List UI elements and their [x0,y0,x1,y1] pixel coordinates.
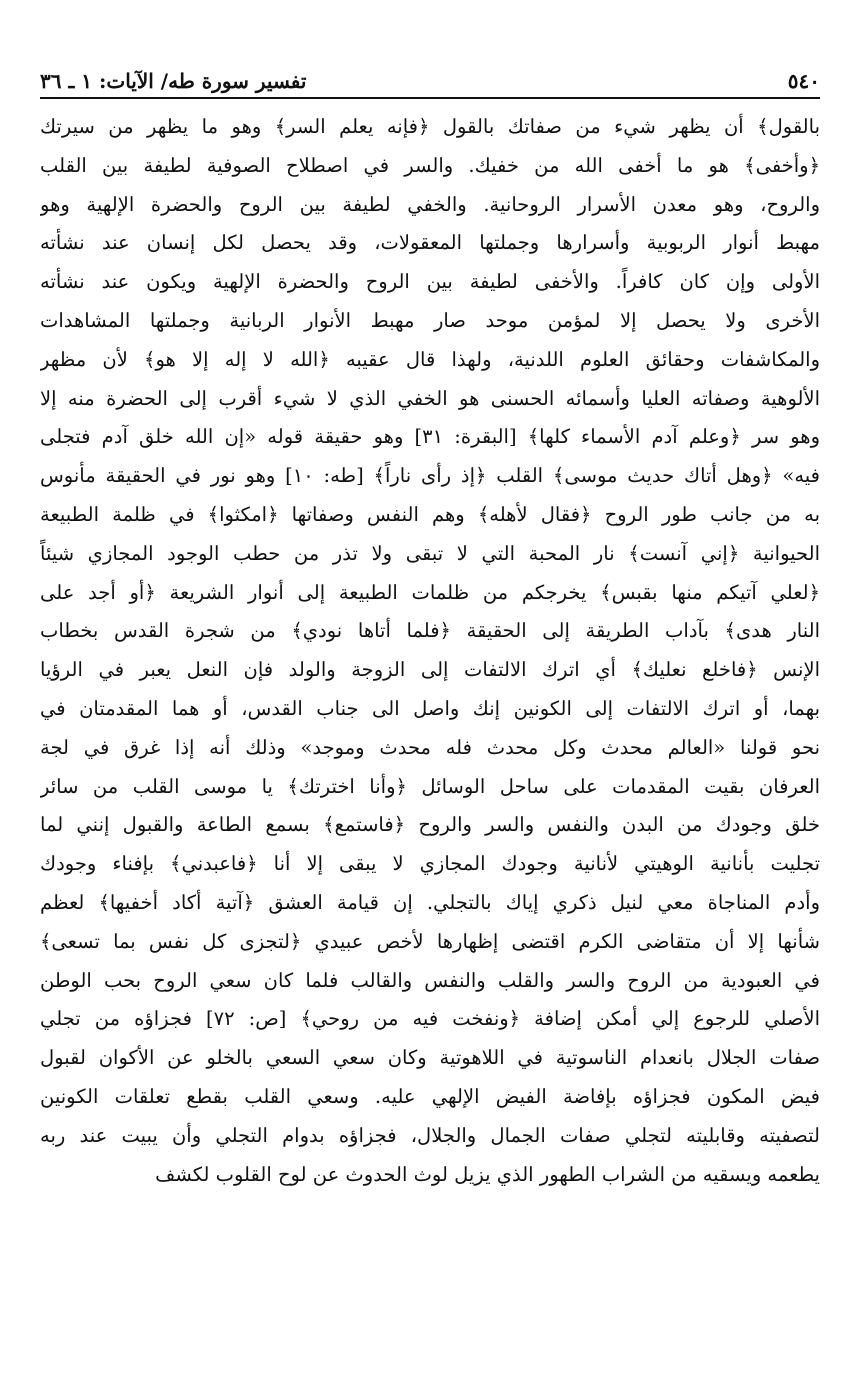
text-line: صفات الجلال بانعدام الناسوتية في اللاهوتية وكان سعي السعي بالخلو عن الأكوان لقبول [40,1046,820,1070]
text-line: يطعمه ويسقيه من الشراب الطهور الذي يزيل لوث الحدوث عن لوح القلوب لكشف [155,1162,820,1186]
text-line: شأنها إلا أن متقاضى الكرم اقتضى إظهارها لأخص عبيدي ﴿لتجزى كل نفس بما تسعى﴾ [40,929,820,953]
running-title: تفسير سورة طه/ الآيات: ١ ـ ٣٦ [40,69,307,93]
text-line: والمكاشفات وحقائق العلوم اللدنية، ولهذا قال عقيبه ﴿الله لا إله إلا هو﴾ لأن مظهر [40,347,820,371]
text-line: مهبط أنوار الربوبية وأسرارها وجملتها المعقولات، وقد يحصل لكل إنسان عند نشأته [40,231,820,255]
text-line: خلق وجودك من البدن والنفس والسر والروح ﴿فاستمع﴾ بسمع الطاعة والقبول إنني لما [40,813,820,837]
text-line: وأدم المناجاة معي لنيل ذكري إياك بالتجلي. إن قيامة العشق ﴿آتية أكاد أخفيها﴾ لعظم [40,890,820,914]
text-line: نحو قولنا «العالم محدث وكل محدث فله محدث وموجد» وذلك أنه إذا غرق في لجة [40,735,820,759]
commentary-body [40,108,820,1194]
text-line: ﴿لعلي آتيكم منها بقبس﴾ يخرجكم من ظلمات الطبيعة إلى أنوار الشريعة ﴿أو أجد على [40,580,820,604]
text-line: الألوهية وصفاته العليا وأسمائه الحسنى هو الخفي الذي لا شيء أقرب إلى الحضرة منه إلا [40,386,820,410]
text-line: بالقول﴾ أن يظهر شيء من صفاتك بالقول ﴿فإنه يعلم السر﴾ وهو ما يظهر من سيرتك [40,115,820,138]
text-line: وهو سر ﴿وعلم آدم الأسماء كلها﴾ [البقرة: ٣١] وهو حقيقة قوله «إن الله خلق آدم فتجلى [40,425,820,449]
text-line: في العبودية من الروح والسر والقلب والنفس والقالب فلما كان سعي الروح بحب الوطن [40,968,820,992]
text-line: الأخرى ولا يحصل إلا لمؤمن موحد صار مهبط الأنوار الربانية وجملتها المشاهدات [40,308,820,332]
text-line: ﴿وأخفى﴾ هو ما أخفى الله من خفيك. والسر في اصطلاح الصوفية لطيفة بين القلب [40,153,820,177]
text-line: به من جانب طور الروح ﴿فقال لأهله﴾ وهم النفس وصفاتها ﴿امكثوا﴾ في ظلمة الطبيعة [40,502,820,526]
running-header [40,56,820,94]
text-line: الأصلي للرجوع إلي أمكن إضافة ﴿ونفخت فيه من روحي﴾ [ص: ٧٢] فجزاؤه من تجلي [40,1007,820,1031]
text-line: الأولى وإن كان كافراً. والأخفى لطيفة بين الروح والحضرة الإلهية ويكون عند نشأته [40,270,820,294]
text-line: الحيوانية ﴿إني آنست﴾ نار المحبة التي لا تبقى ولا تذر من حطب الوجود المجازي شيئاً [40,541,820,565]
text-line: لتصفيته وقابليته لتجلي صفات الجمال والجلال، فجزاؤه بدوام التجلي وأن يبيت عند ربه [40,1123,820,1147]
text-line: والروح، وهو معدن الأسرار الروحانية. والخفي لطيفة بين الروح والحضرة الإلهية وهو [40,192,820,216]
text-line: فيض المكون فجزاؤه بإفاضة الفيض الإلهي عليه. وسعي القلب بقطع تعلقات الكونين [40,1084,820,1108]
text-line: فيه» ﴿وهل أتاك حديث موسى﴾ القلب ﴿إذ رأى ناراً﴾ [طه: ١٠] وهو نور في الحقيقة مأنوس [40,464,820,488]
text-line: الإنس ﴿فاخلع نعليك﴾ أي اترك الالتفات إلى الزوجة والولد فإن النعل يعبر في الرؤيا [40,658,820,682]
text-line: بهما، أو اترك الالتفات إلى الكونين إنك واصل الى جناب القدس، أو هما المقدمتان في [40,696,820,720]
text-line: النار هدى﴾ بآداب الطريقة إلى الحقيقة ﴿فلما أتاها نودي﴾ من شجرة القدس بخطاب [40,619,820,643]
page-number: ٥٤٠ [787,69,820,93]
text-line: العرفان بقيت المقدمات على ساحل الوسائل ﴿وأنا اخترتك﴾ يا موسى القلب من سائر [40,774,820,798]
header-divider [40,97,820,99]
text-line: تجليت بأنانية الوهيتي لأنانية وجودك المجازي لا يبقى إلا أنا ﴿فاعبدني﴾ بإفناء وجودك [40,852,820,876]
